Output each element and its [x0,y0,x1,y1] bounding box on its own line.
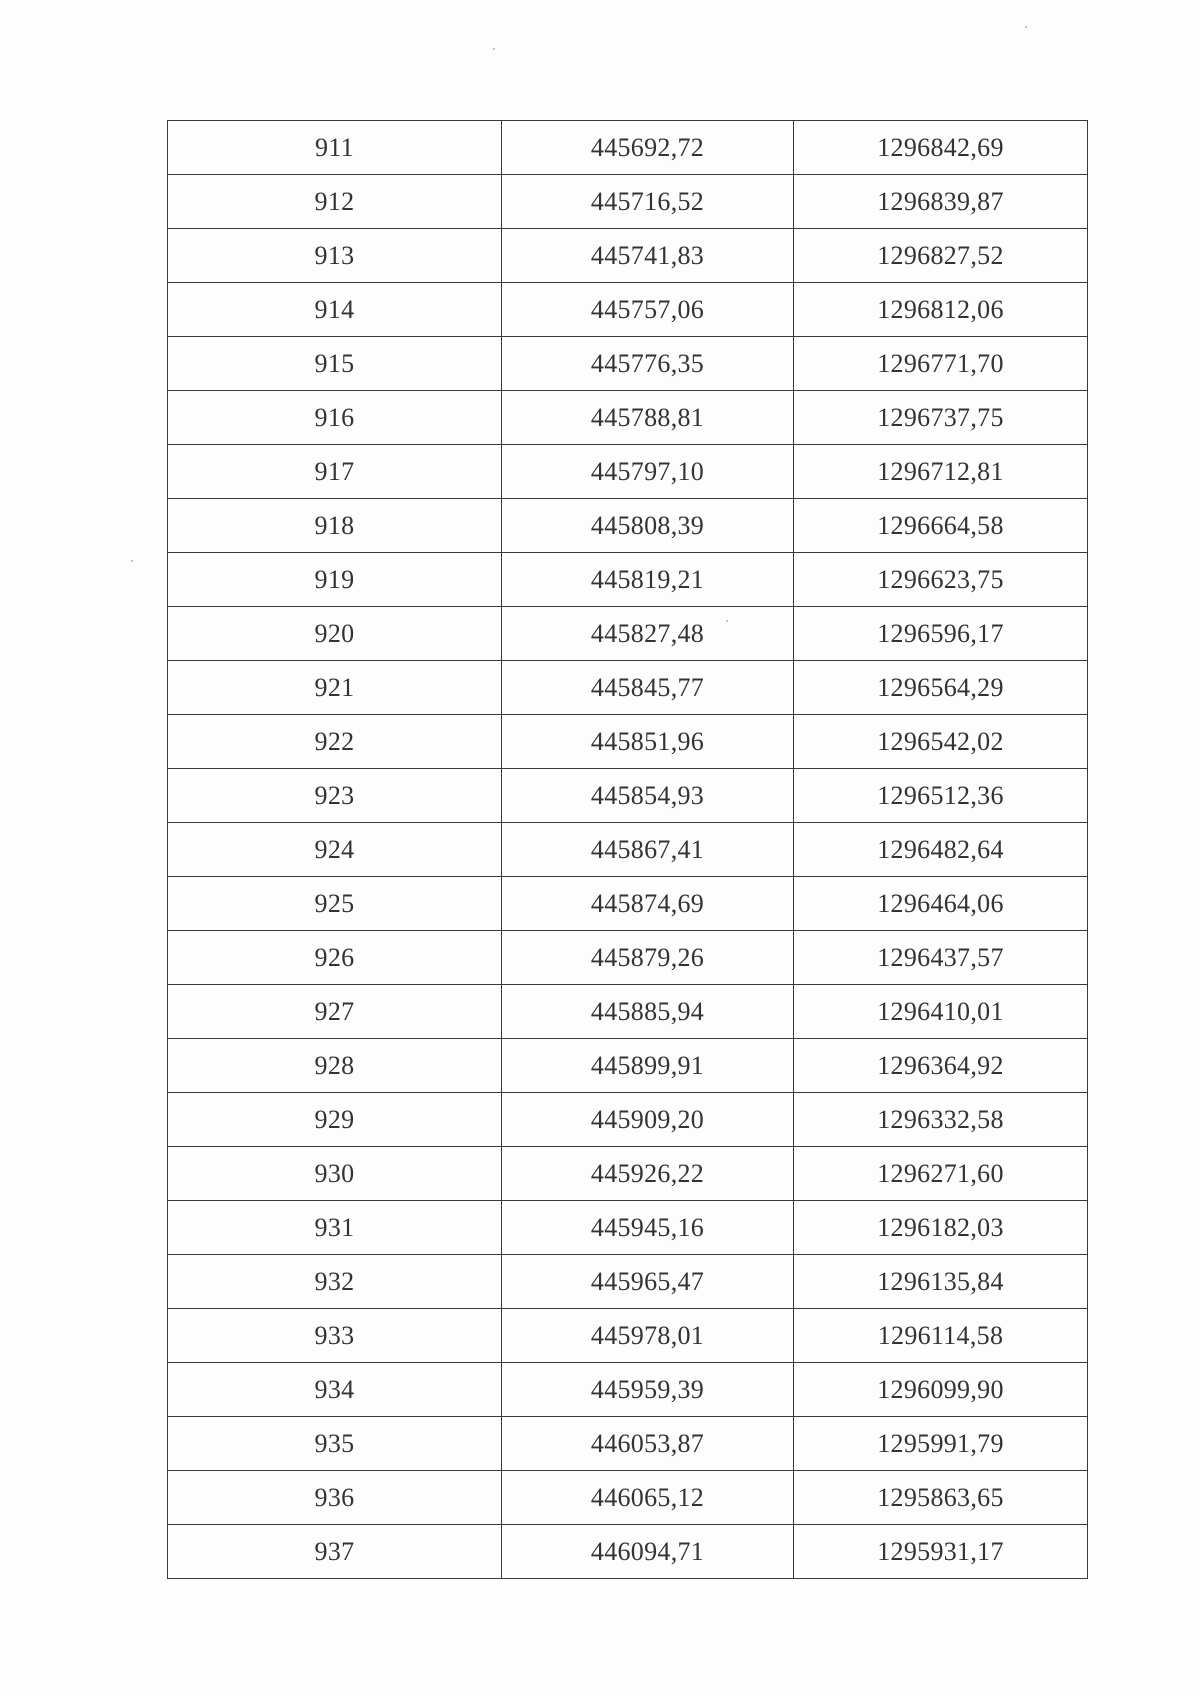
point-number-cell: 925 [168,877,502,931]
y-coordinate-cell: 1296839,87 [794,175,1088,229]
x-coordinate-cell: 445741,83 [502,229,794,283]
point-number-cell: 934 [168,1363,502,1417]
table-row [168,661,1088,715]
x-coordinate-cell: 445867,41 [502,823,794,877]
x-coordinate-cell: 445874,69 [502,877,794,931]
table-row [168,607,1088,661]
x-coordinate-cell: 445959,39 [502,1363,794,1417]
table-row [168,175,1088,229]
table-row [168,337,1088,391]
point-number-cell: 936 [168,1471,502,1525]
table-row [168,931,1088,985]
x-coordinate-cell: 445885,94 [502,985,794,1039]
x-coordinate-cell: 445776,35 [502,337,794,391]
table-row [168,445,1088,499]
table-row [168,1093,1088,1147]
point-number-cell: 937 [168,1525,502,1579]
x-coordinate-cell: 445797,10 [502,445,794,499]
point-number-cell: 931 [168,1201,502,1255]
table-row [168,283,1088,337]
point-number-cell: 913 [168,229,502,283]
point-number-cell: 922 [168,715,502,769]
x-coordinate-cell: 446065,12 [502,1471,794,1525]
y-coordinate-cell: 1296771,70 [794,337,1088,391]
scan-speck [493,48,495,50]
y-coordinate-cell: 1296099,90 [794,1363,1088,1417]
x-coordinate-cell: 445845,77 [502,661,794,715]
point-number-cell: 928 [168,1039,502,1093]
y-coordinate-cell: 1296512,36 [794,769,1088,823]
table-row [168,715,1088,769]
y-coordinate-cell: 1296542,02 [794,715,1088,769]
table-row [168,877,1088,931]
y-coordinate-cell: 1296842,69 [794,121,1088,175]
scan-speck [1025,26,1027,28]
coordinates-table-body [168,121,1088,1579]
x-coordinate-cell: 445692,72 [502,121,794,175]
x-coordinate-cell: 445978,01 [502,1309,794,1363]
table-row [168,1147,1088,1201]
point-number-cell: 933 [168,1309,502,1363]
y-coordinate-cell: 1296437,57 [794,931,1088,985]
x-coordinate-cell: 445808,39 [502,499,794,553]
table-row [168,553,1088,607]
point-number-cell: 911 [168,121,502,175]
coordinates-table [167,120,1088,1579]
point-number-cell: 927 [168,985,502,1039]
point-number-cell: 915 [168,337,502,391]
table-row [168,985,1088,1039]
y-coordinate-cell: 1296464,06 [794,877,1088,931]
y-coordinate-cell: 1296596,17 [794,607,1088,661]
table-row [168,1525,1088,1579]
y-coordinate-cell: 1296332,58 [794,1093,1088,1147]
table-row [168,1363,1088,1417]
y-coordinate-cell: 1296271,60 [794,1147,1088,1201]
x-coordinate-cell: 445716,52 [502,175,794,229]
point-number-cell: 935 [168,1417,502,1471]
point-number-cell: 916 [168,391,502,445]
y-coordinate-cell: 1295991,79 [794,1417,1088,1471]
scan-speck [131,560,133,562]
point-number-cell: 914 [168,283,502,337]
point-number-cell: 921 [168,661,502,715]
x-coordinate-cell: 445757,06 [502,283,794,337]
table-row [168,391,1088,445]
x-coordinate-cell: 445827,48 [502,607,794,661]
point-number-cell: 930 [168,1147,502,1201]
x-coordinate-cell: 446094,71 [502,1525,794,1579]
y-coordinate-cell: 1296182,03 [794,1201,1088,1255]
y-coordinate-cell: 1296712,81 [794,445,1088,499]
point-number-cell: 912 [168,175,502,229]
x-coordinate-cell: 445851,96 [502,715,794,769]
y-coordinate-cell: 1296114,58 [794,1309,1088,1363]
point-number-cell: 920 [168,607,502,661]
point-number-cell: 926 [168,931,502,985]
point-number-cell: 924 [168,823,502,877]
y-coordinate-cell: 1296737,75 [794,391,1088,445]
point-number-cell: 919 [168,553,502,607]
x-coordinate-cell: 445879,26 [502,931,794,985]
table-row [168,121,1088,175]
y-coordinate-cell: 1296623,75 [794,553,1088,607]
table-row [168,769,1088,823]
table-row [168,1255,1088,1309]
point-number-cell: 917 [168,445,502,499]
y-coordinate-cell: 1296827,52 [794,229,1088,283]
table-row [168,1471,1088,1525]
x-coordinate-cell: 445788,81 [502,391,794,445]
table-row [168,499,1088,553]
y-coordinate-cell: 1296364,92 [794,1039,1088,1093]
table-row [168,229,1088,283]
x-coordinate-cell: 445909,20 [502,1093,794,1147]
y-coordinate-cell: 1295863,65 [794,1471,1088,1525]
y-coordinate-cell: 1296482,64 [794,823,1088,877]
y-coordinate-cell: 1296664,58 [794,499,1088,553]
y-coordinate-cell: 1295931,17 [794,1525,1088,1579]
x-coordinate-cell: 445819,21 [502,553,794,607]
point-number-cell: 932 [168,1255,502,1309]
x-coordinate-cell: 445926,22 [502,1147,794,1201]
x-coordinate-cell: 446053,87 [502,1417,794,1471]
point-number-cell: 923 [168,769,502,823]
y-coordinate-cell: 1296135,84 [794,1255,1088,1309]
table-row [168,1309,1088,1363]
y-coordinate-cell: 1296812,06 [794,283,1088,337]
y-coordinate-cell: 1296410,01 [794,985,1088,1039]
point-number-cell: 929 [168,1093,502,1147]
x-coordinate-cell: 445945,16 [502,1201,794,1255]
table-row [168,1417,1088,1471]
point-number-cell: 918 [168,499,502,553]
x-coordinate-cell: 445965,47 [502,1255,794,1309]
x-coordinate-cell: 445854,93 [502,769,794,823]
y-coordinate-cell: 1296564,29 [794,661,1088,715]
x-coordinate-cell: 445899,91 [502,1039,794,1093]
table-row [168,1039,1088,1093]
table-row [168,823,1088,877]
table-row [168,1201,1088,1255]
